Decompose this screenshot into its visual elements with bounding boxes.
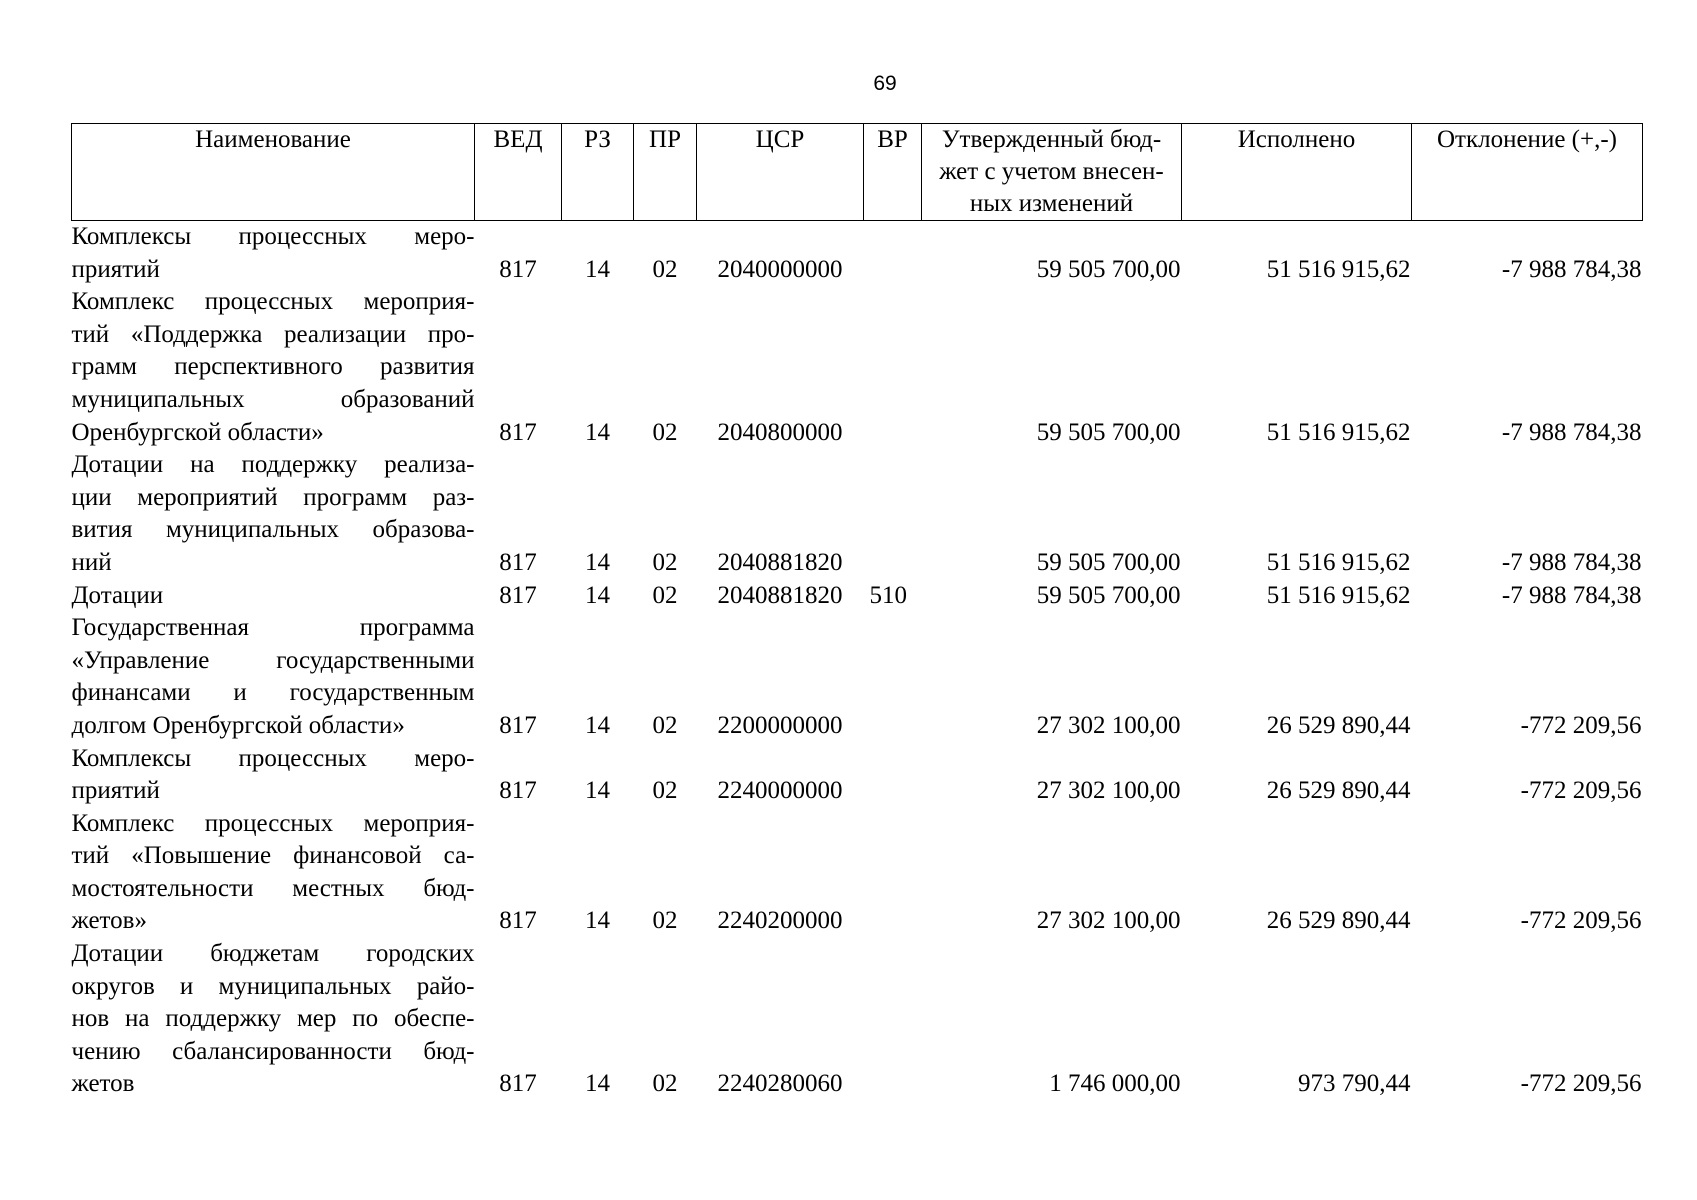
budget-table <box>71 123 1643 1101</box>
table-row <box>72 286 1643 449</box>
row-name-line: финансами и государственным <box>71 679 475 707</box>
header-ved: ВЕД <box>475 124 562 221</box>
row-vr <box>864 612 922 742</box>
row-rz: 14 <box>585 907 610 935</box>
row-executed: 26 529 890,44 <box>1266 777 1411 805</box>
header-name: Наименование <box>72 124 475 221</box>
header-rz: РЗ <box>562 124 634 221</box>
row-name-line: Государственная программа <box>71 614 475 642</box>
row-rz: 14 <box>585 548 610 576</box>
row-name-line: Комплексы процессных меро- <box>71 744 475 772</box>
row-name-line: вития муниципальных образова- <box>71 516 475 544</box>
row-approved-budget: 27 302 100,00 <box>1036 711 1181 739</box>
row-name-line: нов на поддержку мер по обеспе- <box>71 1005 475 1033</box>
row-executed: 51 516 915,62 <box>1266 548 1411 576</box>
row-name-line: округов и муниципальных райо- <box>71 972 475 1000</box>
table-row <box>72 743 1643 808</box>
row-rz: 14 <box>585 418 610 446</box>
row-pr: 02 <box>652 777 678 805</box>
row-ved: 817 <box>499 907 537 935</box>
row-name-line: ний <box>71 548 112 576</box>
row-csr: 2040800000 <box>717 418 843 446</box>
row-pr: 02 <box>652 1070 678 1098</box>
row-deviation: -772 209,56 <box>1520 777 1642 805</box>
header-vr: ВР <box>864 124 922 221</box>
row-name <box>72 808 475 938</box>
row-name-line: муниципальных образований <box>71 385 475 413</box>
row-deviation: -7 988 784,38 <box>1501 548 1642 576</box>
row-deviation: -772 209,56 <box>1520 711 1642 739</box>
row-name <box>72 580 475 613</box>
row-name <box>72 938 475 1101</box>
row-approved-budget: 27 302 100,00 <box>1036 907 1181 935</box>
row-name-line: Комплекс процессных мероприя- <box>71 288 475 316</box>
row-name-line: «Управление государственными <box>71 646 475 674</box>
row-vr <box>864 808 922 938</box>
row-rz: 14 <box>585 777 610 805</box>
row-name-line: Дотации на поддержку реализа- <box>71 451 475 479</box>
table-header-row <box>72 124 1643 221</box>
table-body <box>72 221 1643 1102</box>
row-ved: 817 <box>499 418 537 446</box>
row-approved-budget: 1 746 000,00 <box>1049 1070 1181 1098</box>
header-deviation: Отклонение (+,-) <box>1412 124 1643 221</box>
row-pr: 02 <box>652 711 678 739</box>
row-name-line: тий «Повышение финансовой са- <box>71 842 475 870</box>
row-deviation: -7 988 784,38 <box>1501 581 1642 609</box>
row-deviation: -772 209,56 <box>1520 907 1642 935</box>
row-vr <box>864 743 922 808</box>
row-approved-budget: 59 505 700,00 <box>1036 581 1181 609</box>
row-deviation: -772 209,56 <box>1520 1070 1642 1098</box>
row-name-line: жетов» <box>71 907 147 935</box>
row-name-line: мостоятельности местных бюд- <box>71 874 475 902</box>
row-approved-budget: 59 505 700,00 <box>1036 255 1181 283</box>
table-row <box>72 808 1643 938</box>
row-vr <box>864 286 922 449</box>
row-ved: 817 <box>499 777 537 805</box>
row-executed: 26 529 890,44 <box>1266 711 1411 739</box>
row-rz: 14 <box>585 1070 610 1098</box>
row-name-line: Оренбургской области» <box>71 418 324 446</box>
row-name-line: Дотации бюджетам городских <box>71 940 475 968</box>
row-name-line: Комплексы процессных меро- <box>71 223 475 250</box>
row-csr: 2240280060 <box>717 1070 843 1098</box>
header-pr: ПР <box>634 124 697 221</box>
row-name-line: долгом Оренбургской области» <box>71 711 405 739</box>
row-csr: 2040881820 <box>717 581 843 609</box>
row-name-line: тий «Поддержка реализации про- <box>71 320 475 348</box>
header-executed: Исполнено <box>1182 124 1412 221</box>
row-executed: 51 516 915,62 <box>1266 418 1411 446</box>
row-pr: 02 <box>652 548 678 576</box>
row-name <box>72 286 475 449</box>
page-number: 69 <box>873 72 897 95</box>
row-csr: 2040881820 <box>717 548 843 576</box>
row-pr: 02 <box>652 907 678 935</box>
row-executed: 51 516 915,62 <box>1266 581 1411 609</box>
row-vr: 510 <box>869 581 907 609</box>
row-ved: 817 <box>499 1070 537 1098</box>
table-row <box>72 221 1643 287</box>
table-row <box>72 938 1643 1101</box>
row-name-line: грамм перспективного развития <box>71 353 475 381</box>
row-approved-budget: 27 302 100,00 <box>1036 777 1181 805</box>
header-approved-budget: Утвержденный бюд-жет с учетом внесен-ных изменений <box>922 124 1182 221</box>
row-name-line: приятий <box>71 777 160 805</box>
row-approved-budget: 59 505 700,00 <box>1036 548 1181 576</box>
row-csr: 2240000000 <box>717 777 843 805</box>
row-vr <box>864 938 922 1101</box>
row-vr <box>864 449 922 579</box>
row-pr: 02 <box>652 581 678 609</box>
row-name <box>72 612 475 742</box>
row-ved: 817 <box>499 255 537 283</box>
row-name-line: жетов <box>71 1070 135 1098</box>
row-pr: 02 <box>652 418 678 446</box>
row-name <box>72 449 475 579</box>
row-deviation: -7 988 784,38 <box>1501 255 1642 283</box>
row-executed: 51 516 915,62 <box>1266 255 1411 283</box>
row-csr: 2200000000 <box>717 711 843 739</box>
row-name-line: чению сбалансированности бюд- <box>71 1037 475 1065</box>
row-name-line: Комплекс процессных мероприя- <box>71 809 475 837</box>
row-name <box>72 221 475 287</box>
table-row <box>72 612 1643 742</box>
row-rz: 14 <box>585 711 610 739</box>
table-row <box>72 580 1643 613</box>
row-name <box>72 743 475 808</box>
row-csr: 2240200000 <box>717 907 843 935</box>
row-ved: 817 <box>499 711 537 739</box>
row-rz: 14 <box>585 255 610 283</box>
row-name-line: ции мероприятий программ раз- <box>71 483 475 511</box>
row-executed: 26 529 890,44 <box>1266 907 1411 935</box>
row-ved: 817 <box>499 581 537 609</box>
row-csr: 2040000000 <box>717 255 843 283</box>
row-rz: 14 <box>585 581 610 609</box>
row-approved-budget: 59 505 700,00 <box>1036 418 1181 446</box>
row-name-line: приятий <box>71 255 160 283</box>
row-ved: 817 <box>499 548 537 576</box>
row-name-line: Дотации <box>71 581 164 609</box>
header-csr: ЦСР <box>697 124 864 221</box>
row-pr: 02 <box>652 255 678 283</box>
table-row <box>72 449 1643 579</box>
row-deviation: -7 988 784,38 <box>1501 418 1642 446</box>
row-vr <box>864 221 922 287</box>
row-executed: 973 790,44 <box>1298 1070 1411 1098</box>
